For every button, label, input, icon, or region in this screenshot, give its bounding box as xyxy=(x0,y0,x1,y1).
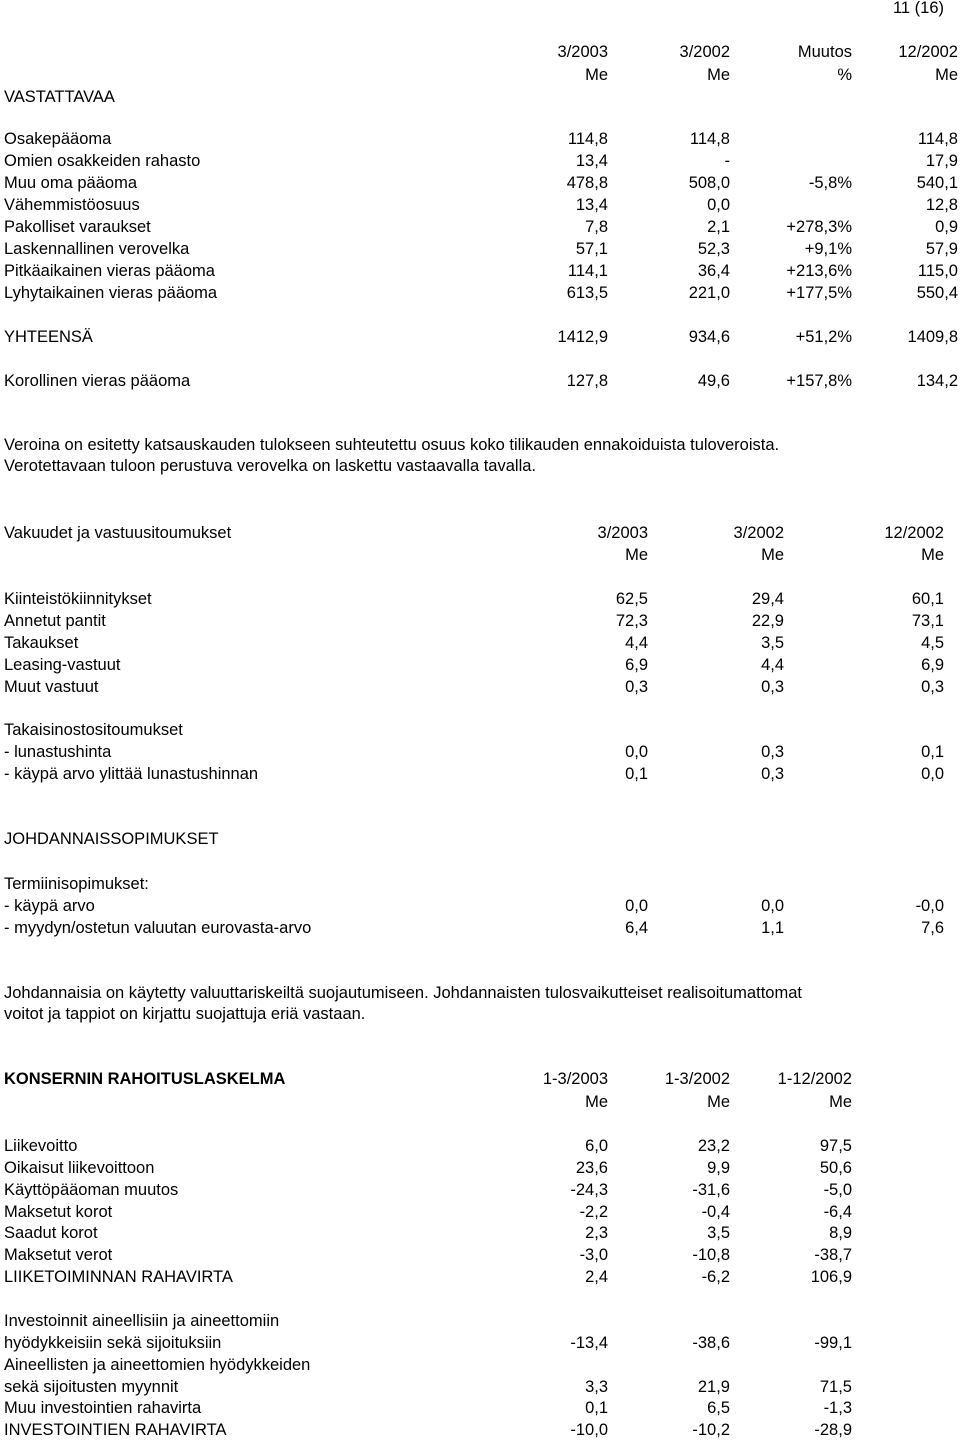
cashflow-row-value: 50,6 xyxy=(819,1159,852,1177)
interest-bearing-value: 127,8 xyxy=(566,372,608,390)
balance-total-value: 934,6 xyxy=(688,328,730,346)
balance-row-value: 36,4 xyxy=(697,262,730,280)
investing-row-value: 21,9 xyxy=(697,1378,730,1396)
balance-row-value: 17,9 xyxy=(925,152,958,170)
balance-row-value: 0,9 xyxy=(935,218,958,236)
cashflow-row-value: 8,9 xyxy=(829,1224,852,1242)
cashflow-row-value: 23,6 xyxy=(575,1159,608,1177)
collateral-row-label: Annetut pantit xyxy=(4,612,106,630)
balance-row-label: Pitkäaikainen vieras pääoma xyxy=(4,262,215,280)
derivatives-row-value: 0,0 xyxy=(761,897,784,915)
cashflow-row-value: 6,0 xyxy=(585,1137,608,1155)
collateral-row-value: 29,4 xyxy=(751,590,784,608)
collateral-column-header: 3/2002 xyxy=(733,524,784,542)
derivatives-row-value: 7,6 xyxy=(921,919,944,937)
balance-row-value: -5,8% xyxy=(808,174,852,192)
balance-row-value: +177,5% xyxy=(786,284,852,302)
cashflow-row-label: Käyttöpääoman muutos xyxy=(4,1181,179,1199)
balance-row-value: 613,5 xyxy=(566,284,608,302)
balance-column-unit: Me xyxy=(707,66,730,84)
collateral-row-value: 60,1 xyxy=(911,590,944,608)
collateral-row-value: 62,5 xyxy=(615,590,648,608)
balance-row-label: Pakolliset varaukset xyxy=(4,218,151,236)
cashflow-row-label: Maksetut verot xyxy=(4,1246,113,1264)
investing-row-label: Muu investointien rahavirta xyxy=(4,1399,202,1417)
repurchase-row-value: 0,3 xyxy=(761,765,784,783)
balance-row-value: 57,9 xyxy=(925,240,958,258)
balance-section-title: VASTATTAVAA xyxy=(4,88,115,106)
interest-bearing-value: +157,8% xyxy=(786,372,852,390)
collateral-row-value: 4,5 xyxy=(921,634,944,652)
derivatives-row-label: - myydyn/ostetun valuutan eurovasta-arvo xyxy=(4,919,312,937)
collateral-column-header: 3/2003 xyxy=(597,524,648,542)
cashflow-column-header: 1-3/2003 xyxy=(542,1070,608,1088)
derivatives-row-value: -0,0 xyxy=(915,897,944,915)
balance-total-value: 1409,8 xyxy=(907,328,958,346)
interest-bearing-label: Korollinen vieras pääoma xyxy=(4,372,191,390)
balance-row-label: Omien osakkeiden rahasto xyxy=(4,152,201,170)
derivatives-note-line: Johdannaisia on käytetty valuuttariskeiltä suojautumiseen. Johdannaisten tulosvaikutteiset realisoitumattomat xyxy=(4,984,802,1002)
cashflow-row-value: -6,2 xyxy=(701,1268,730,1286)
repurchase-row-value: 0,0 xyxy=(921,765,944,783)
derivatives-note-line: voitot ja tappiot on kirjattu suojattuja eriä vastaan. xyxy=(4,1005,366,1023)
cashflow-row-value: 9,9 xyxy=(707,1159,730,1177)
investing-row-label: sekä sijoitusten myynnit xyxy=(4,1378,179,1396)
page-number: 11 (16) xyxy=(892,0,944,17)
balance-row-value: +213,6% xyxy=(786,262,852,280)
repurchase-row-value: 0,1 xyxy=(921,743,944,761)
cashflow-row-value: -2,2 xyxy=(579,1203,608,1221)
collateral-column-unit: Me xyxy=(625,546,648,564)
investing-row-value: 3,3 xyxy=(585,1378,608,1396)
collateral-row-label: Kiinteistökiinnitykset xyxy=(4,590,152,608)
repurchase-row-value: 0,0 xyxy=(625,743,648,761)
collateral-row-value: 6,9 xyxy=(625,656,648,674)
balance-row-value: 114,8 xyxy=(917,130,958,148)
cashflow-row-value: -10,8 xyxy=(692,1246,730,1264)
balance-row-value: 540,1 xyxy=(916,174,958,192)
balance-column-header: 3/2003 xyxy=(557,43,608,61)
collateral-column-unit: Me xyxy=(921,546,944,564)
derivatives-row-value: 1,1 xyxy=(761,919,784,937)
balance-row-label: Laskennallinen verovelka xyxy=(4,240,190,258)
collateral-row-value: 3,5 xyxy=(761,634,784,652)
investing-row-label: hyödykkeisiin sekä sijoituksiin xyxy=(4,1334,222,1352)
balance-row-value: 7,8 xyxy=(585,218,608,236)
cashflow-row-value: 23,2 xyxy=(697,1137,730,1155)
balance-row-value: 13,4 xyxy=(575,196,608,214)
tax-note-line: Verotettavaan tuloon perustuva verovelka on laskettu vastaavalla tavalla. xyxy=(4,457,536,475)
investing-row-value: -28,9 xyxy=(814,1421,852,1439)
repurchase-row-value: 0,3 xyxy=(761,743,784,761)
repurchase-row-label: - lunastushinta xyxy=(4,743,112,761)
investing-row-label: INVESTOINTIEN RAHAVIRTA xyxy=(4,1421,227,1439)
balance-total-value: 1412,9 xyxy=(557,328,608,346)
investing-row-value: -99,1 xyxy=(814,1334,852,1352)
cashflow-row-value: 106,9 xyxy=(810,1268,852,1286)
derivatives-row-value: 0,0 xyxy=(625,897,648,915)
investing-row-value: -38,6 xyxy=(692,1334,730,1352)
collateral-row-value: 73,1 xyxy=(911,612,944,630)
collateral-row-value: 0,3 xyxy=(921,678,944,696)
derivatives-row-label: - käypä arvo xyxy=(4,897,95,915)
investing-row-value: -13,4 xyxy=(570,1334,608,1352)
cashflow-row-value: 3,5 xyxy=(707,1224,730,1242)
collateral-title: Vakuudet ja vastuusitoumukset xyxy=(4,524,232,542)
balance-row-value: 114,8 xyxy=(567,130,608,148)
balance-row-value: 115,0 xyxy=(917,262,958,280)
balance-row-value: 2,1 xyxy=(707,218,730,236)
cashflow-column-unit: Me xyxy=(829,1093,852,1111)
cashflow-column-unit: Me xyxy=(585,1093,608,1111)
interest-bearing-value: 134,2 xyxy=(916,372,958,390)
cashflow-row-label: Maksetut korot xyxy=(4,1203,113,1221)
collateral-row-value: 0,3 xyxy=(625,678,648,696)
cashflow-row-value: 2,3 xyxy=(585,1224,608,1242)
balance-column-header: Muutos xyxy=(797,43,852,61)
balance-row-label: Muu oma pääoma xyxy=(4,174,137,192)
balance-column-unit: Me xyxy=(935,66,958,84)
collateral-row-value: 4,4 xyxy=(625,634,648,652)
balance-row-value: 52,3 xyxy=(697,240,730,258)
balance-row-value: +278,3% xyxy=(786,218,852,236)
collateral-row-label: Muut vastuut xyxy=(4,678,99,696)
cashflow-title: KONSERNIN RAHOITUSLASKELMA xyxy=(4,1070,286,1088)
repurchase-row-label: - käypä arvo ylittää lunastushinnan xyxy=(4,765,259,783)
balance-row-value: 550,4 xyxy=(916,284,958,302)
cashflow-row-label: LIIKETOIMINNAN RAHAVIRTA xyxy=(4,1268,233,1286)
investing-row-value: -1,3 xyxy=(823,1399,852,1417)
repurchase-row-value: 0,1 xyxy=(625,765,648,783)
cashflow-row-label: Saadut korot xyxy=(4,1224,98,1242)
balance-row-label: Lyhytaikainen vieras pääoma xyxy=(4,284,218,302)
balance-column-header: 12/2002 xyxy=(898,43,958,61)
derivatives-title: JOHDANNAISSOPIMUKSET xyxy=(4,830,219,848)
cashflow-row-value: 97,5 xyxy=(819,1137,852,1155)
collateral-row-value: 72,3 xyxy=(615,612,648,630)
cashflow-row-value: -24,3 xyxy=(570,1181,608,1199)
collateral-row-value: 0,3 xyxy=(761,678,784,696)
cashflow-row-label: Oikaisut liikevoittoon xyxy=(4,1159,155,1177)
collateral-row-value: 4,4 xyxy=(761,656,784,674)
balance-row-value: 221,0 xyxy=(688,284,730,302)
balance-row-value: 114,1 xyxy=(567,262,608,280)
collateral-row-label: Leasing-vastuut xyxy=(4,656,121,674)
cashflow-row-label: Liikevoitto xyxy=(4,1137,78,1155)
derivatives-row-value: 6,4 xyxy=(625,919,648,937)
investing-row-value: 71,5 xyxy=(819,1378,852,1396)
balance-row-value: 57,1 xyxy=(575,240,608,258)
cashflow-row-value: -0,4 xyxy=(701,1203,730,1221)
balance-row-value: 12,8 xyxy=(925,196,958,214)
balance-row-label: Vähemmistöosuus xyxy=(4,196,140,214)
balance-column-unit: % xyxy=(837,66,852,84)
balance-row-value: 114,8 xyxy=(689,130,730,148)
cashflow-column-header: 1-3/2002 xyxy=(664,1070,730,1088)
cashflow-row-value: -3,0 xyxy=(579,1246,608,1264)
investing-row-value: -10,0 xyxy=(570,1421,608,1439)
balance-row-value: 478,8 xyxy=(566,174,608,192)
balance-row-value: 0,0 xyxy=(707,196,730,214)
collateral-column-unit: Me xyxy=(761,546,784,564)
balance-row-value: 508,0 xyxy=(688,174,730,192)
derivatives-subtitle: Termiinisopimukset: xyxy=(4,875,149,893)
balance-row-label: Osakepääoma xyxy=(4,130,112,148)
cashflow-row-value: -5,0 xyxy=(823,1181,852,1199)
cashflow-column-unit: Me xyxy=(707,1093,730,1111)
investing-row-label: Investoinnit aineellisiin ja aineettomiin xyxy=(4,1312,280,1330)
balance-column-header: 3/2002 xyxy=(679,43,730,61)
balance-column-unit: Me xyxy=(585,66,608,84)
investing-row-value: 6,5 xyxy=(707,1399,730,1417)
cashflow-row-value: -31,6 xyxy=(692,1181,730,1199)
balance-total-value: +51,2% xyxy=(795,328,852,346)
balance-row-value: +9,1% xyxy=(804,240,852,258)
collateral-row-label: Takaukset xyxy=(4,634,79,652)
balance-row-value: 13,4 xyxy=(575,152,608,170)
cashflow-row-value: -6,4 xyxy=(823,1203,852,1221)
investing-row-value: 0,1 xyxy=(585,1399,608,1417)
investing-row-value: -10,2 xyxy=(692,1421,730,1439)
balance-row-value: - xyxy=(724,152,730,170)
repurchase-title: Takaisinostositoumukset xyxy=(4,721,183,739)
collateral-row-value: 22,9 xyxy=(751,612,784,630)
interest-bearing-value: 49,6 xyxy=(697,372,730,390)
collateral-row-value: 6,9 xyxy=(921,656,944,674)
cashflow-row-value: 2,4 xyxy=(585,1268,608,1286)
balance-total-label: YHTEENSÄ xyxy=(4,328,93,346)
tax-note-line: Veroina on esitetty katsauskauden tulokseen suhteutettu osuus koko tilikauden ennakoiduista tuloveroista. xyxy=(4,436,780,454)
cashflow-column-header: 1-12/2002 xyxy=(777,1070,852,1088)
collateral-column-header: 12/2002 xyxy=(884,524,944,542)
investing-row-label: Aineellisten ja aineettomien hyödykkeiden xyxy=(4,1356,311,1374)
cashflow-row-value: -38,7 xyxy=(814,1246,852,1264)
